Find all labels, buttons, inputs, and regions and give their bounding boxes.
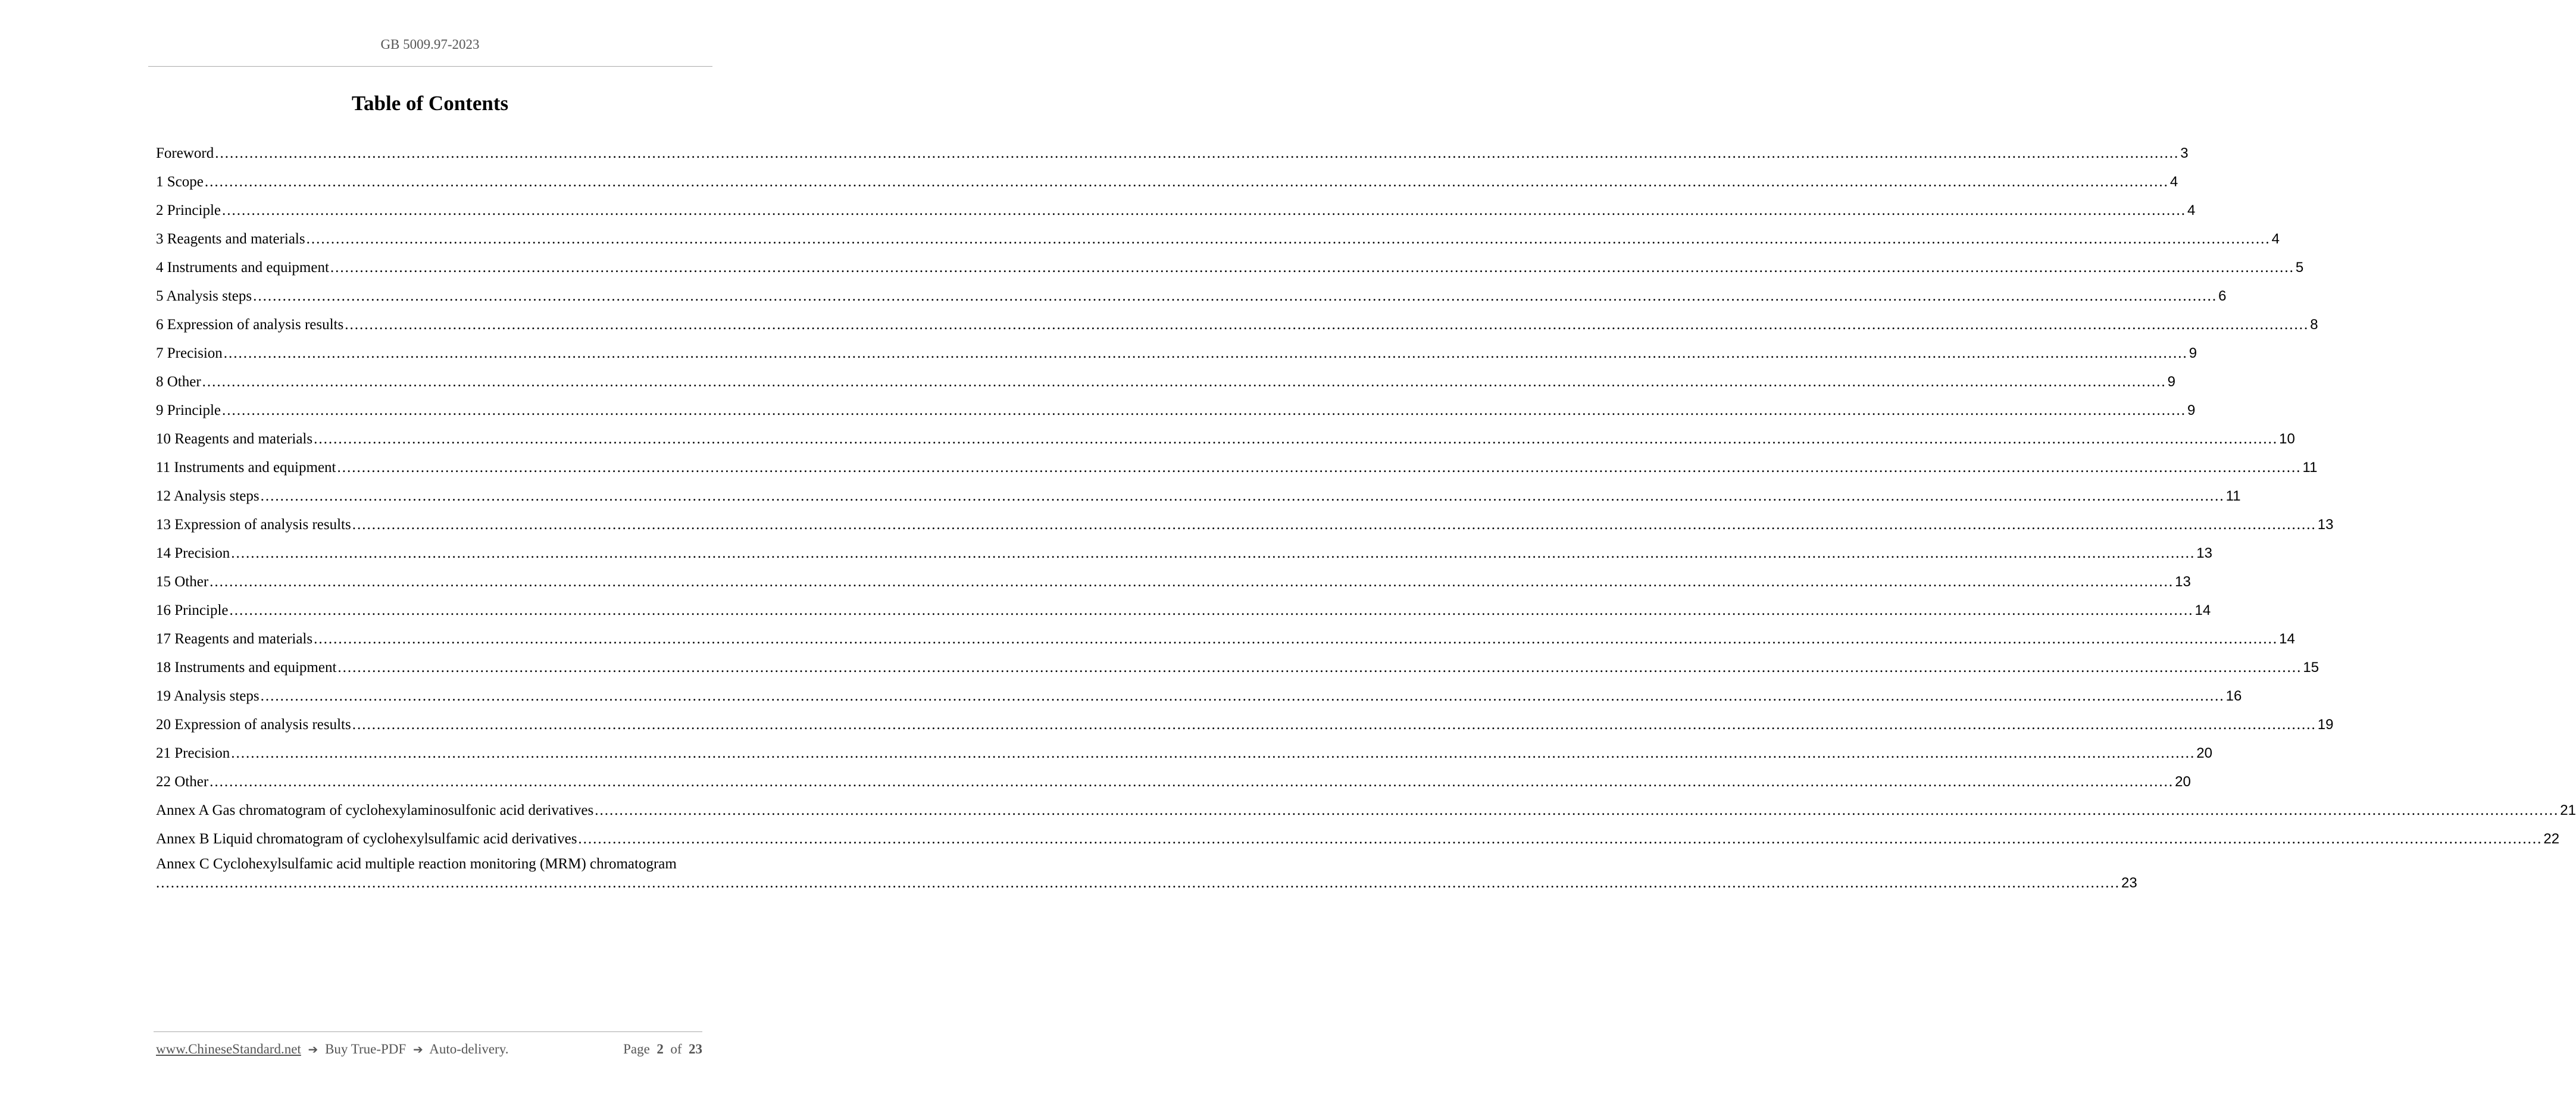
toc-entry[interactable]: [156, 248, 2304, 277]
arrow-right-icon: ➔: [412, 1042, 423, 1056]
toc-entry-label: Annex A Gas chromatogram of cyclohexylaminosulfonic acid derivatives: [156, 802, 594, 818]
toc-entry-page: 10: [2279, 431, 2295, 447]
toc-entry-label: 13 Expression of analysis results: [156, 517, 351, 533]
toc-entry[interactable]: [156, 420, 2295, 448]
toc-entry-label: 21 Precision: [156, 745, 230, 761]
toc-entry-page: 11: [2225, 488, 2241, 504]
toc-entry-label: 10 Reagents and materials: [156, 431, 313, 447]
toc-entry-label: 11 Instruments and equipment: [156, 459, 336, 476]
toc-entry[interactable]: [156, 762, 2191, 791]
toc-leader-dots: ................................................................................................................................................................................................................................................................................................................................................................................................................: [231, 545, 2196, 561]
toc-leader-dots: ................................................................................................................................................................................................................................................................................................................................................................................................................: [231, 745, 2196, 761]
buy-pdf-text: Buy True-PDF: [325, 1042, 407, 1056]
page-header: [0, 37, 860, 52]
toc-entry-label: Foreword: [156, 145, 214, 161]
toc-entry-label: 18 Instruments and equipment: [156, 659, 337, 676]
toc-leader-dots: ................................................................................................................................................................................................................................................................................................................................................................................................................: [202, 374, 2167, 390]
footer-promo: [156, 1042, 508, 1057]
toc-entry-label: 16 Principle: [156, 602, 229, 618]
toc-leader-dots: ................................................................................................................................................................................................................................................................................................................................................................................................................: [337, 659, 2302, 676]
toc-entry-label: 1 Scope: [156, 174, 204, 190]
toc-leader-dots: ................................................................................................................................................................................................................................................................................................................................................................................................................: [330, 260, 2294, 276]
toc-leader-dots: ................................................................................................................................................................................................................................................................................................................................................................................................................: [222, 402, 2187, 418]
page-of-label: of: [670, 1042, 682, 1056]
toc-leader-dots: ................................................................................................................................................................................................................................................................................................................................................................................................................: [337, 459, 2302, 476]
toc-entry[interactable]: [156, 855, 2137, 892]
toc-entry-page: 19: [2317, 717, 2334, 733]
toc-entry-page: 9: [2189, 345, 2197, 361]
toc-entry-label: Annex B Liquid chromatogram of cyclohexylsulfamic acid derivatives: [156, 831, 577, 847]
toc-entry[interactable]: [156, 677, 2242, 705]
toc-entry-label: 6 Expression of analysis results: [156, 317, 344, 333]
toc-entry-label: Annex C Cyclohexylsulfamic acid multiple reaction monitoring (MRM) chromatogram: [156, 856, 677, 872]
toc-leader-dots: ................................................................................................................................................................................................................................................................................................................................................................................................................: [595, 802, 2559, 818]
toc-leader-dots: ................................................................................................................................................................................................................................................................................................................................................................................................................: [223, 345, 2188, 361]
toc-entry-label: 14 Precision: [156, 545, 230, 561]
arrow-right-icon: ➔: [308, 1042, 318, 1056]
toc-leader-dots: ................................................................................................................................................................................................................................................................................................................................................................................................................: [578, 831, 2543, 847]
toc-entry-page: 4: [2187, 202, 2196, 218]
toc-entry[interactable]: [156, 220, 2280, 248]
toc-entry-label: 17 Reagents and materials: [156, 631, 313, 647]
toc-entry[interactable]: [156, 734, 2212, 762]
toc-leader-dots: ................................................................................................................................................................................................................................................................................................................................................................................................................: [215, 145, 2180, 161]
toc-entry[interactable]: [156, 448, 2318, 477]
toc-entry[interactable]: [156, 277, 2227, 305]
toc-entry[interactable]: [156, 705, 2334, 734]
toc-entry-page: 13: [2317, 517, 2334, 533]
toc-leader-dots: ................................................................................................................................................................................................................................................................................................................................................................................................................: [156, 875, 2120, 891]
toc-leader-dots: ................................................................................................................................................................................................................................................................................................................................................................................................................: [253, 288, 2218, 304]
toc-entry-page: 14: [2279, 631, 2295, 647]
toc-entry-page: 22: [2543, 831, 2560, 847]
toc-entry-label: 3 Reagents and materials: [156, 231, 305, 247]
toc-entry-page: 5: [2295, 260, 2304, 276]
website-link[interactable]: www.ChineseStandard.net: [156, 1042, 301, 1056]
total-pages: 23: [689, 1042, 702, 1056]
toc-entry-page: 13: [2175, 574, 2191, 590]
toc-entry[interactable]: [156, 562, 2191, 591]
toc-entry-label: 20 Expression of analysis results: [156, 717, 351, 733]
toc-leader-dots: ................................................................................................................................................................................................................................................................................................................................................................................................................: [352, 517, 2316, 533]
toc-entry-label: 22 Other: [156, 774, 209, 790]
toc-leader-dots: ................................................................................................................................................................................................................................................................................................................................................................................................................: [229, 602, 2194, 618]
toc-entry-label: 5 Analysis steps: [156, 288, 252, 304]
toc-entry-page: 13: [2196, 545, 2212, 561]
toc-entry[interactable]: [156, 648, 2319, 677]
toc-entry[interactable]: [156, 305, 2318, 334]
page-footer: [156, 1042, 702, 1057]
toc-entry-page: 8: [2310, 317, 2318, 333]
toc-leader-dots: ................................................................................................................................................................................................................................................................................................................................................................................................................: [306, 231, 2271, 247]
footer-divider: [154, 1031, 702, 1032]
page-title: Table of Contents: [351, 92, 509, 115]
toc-entry-label: 2 Principle: [156, 202, 221, 218]
toc-entry[interactable]: [156, 620, 2295, 648]
toc-leader-dots: ................................................................................................................................................................................................................................................................................................................................................................................................................: [352, 717, 2316, 733]
toc-entry[interactable]: [156, 162, 2178, 191]
current-page: 2: [656, 1042, 664, 1056]
page-label: Page: [623, 1042, 650, 1056]
toc-leader-dots: ................................................................................................................................................................................................................................................................................................................................................................................................................: [345, 317, 2309, 333]
toc-leader-dots: ................................................................................................................................................................................................................................................................................................................................................................................................................: [222, 202, 2187, 218]
toc-entry-label: 19 Analysis steps: [156, 688, 260, 704]
toc-entry-page: 14: [2194, 602, 2211, 618]
delivery-text: Auto-delivery.: [429, 1042, 509, 1056]
toc-entry[interactable]: [156, 791, 2576, 820]
toc-entry-page: 21: [2560, 802, 2576, 818]
toc-entry[interactable]: [156, 391, 2196, 420]
toc-entry-page: 23: [2121, 875, 2137, 891]
toc-leader-dots: ................................................................................................................................................................................................................................................................................................................................................................................................................: [204, 174, 2169, 190]
toc-entry-label: 7 Precision: [156, 345, 223, 361]
table-of-contents: [156, 134, 2576, 892]
header-divider: [148, 66, 712, 67]
toc-entry-label: 8 Other: [156, 374, 201, 390]
toc-entry-page: 4: [2169, 174, 2178, 190]
toc-entry-page: 3: [2180, 145, 2189, 161]
toc-entry-label: 12 Analysis steps: [156, 488, 260, 504]
toc-leader-dots: ................................................................................................................................................................................................................................................................................................................................................................................................................: [314, 631, 2278, 647]
toc-entry-page: 9: [2187, 402, 2196, 418]
toc-leader-dots: ................................................................................................................................................................................................................................................................................................................................................................................................................: [260, 688, 2225, 704]
toc-entry[interactable]: [156, 820, 2560, 848]
toc-entry[interactable]: [156, 477, 2241, 505]
toc-entry[interactable]: [156, 591, 2211, 620]
toc-entry-label: 4 Instruments and equipment: [156, 260, 329, 276]
toc-entry[interactable]: [156, 334, 2197, 362]
toc-entry-page: 20: [2175, 774, 2191, 790]
toc-entry-page: 20: [2196, 745, 2212, 761]
document-number: GB 5009.97-2023: [380, 37, 480, 52]
toc-entry[interactable]: [156, 362, 2176, 391]
toc-leader-dots: ................................................................................................................................................................................................................................................................................................................................................................................................................: [210, 574, 2174, 590]
toc-leader-dots: ................................................................................................................................................................................................................................................................................................................................................................................................................: [260, 488, 2225, 504]
toc-entry-page: 9: [2167, 374, 2176, 390]
toc-entry-label: 9 Principle: [156, 402, 221, 418]
toc-entry[interactable]: [156, 134, 2189, 162]
toc-entry-page: 6: [2218, 288, 2227, 304]
toc-entry-page: 15: [2303, 659, 2319, 676]
toc-entry-label: 15 Other: [156, 574, 209, 590]
toc-entry[interactable]: [156, 534, 2212, 562]
toc-leader-dots: ................................................................................................................................................................................................................................................................................................................................................................................................................: [210, 774, 2174, 790]
toc-leader-dots: ................................................................................................................................................................................................................................................................................................................................................................................................................: [314, 431, 2278, 447]
toc-entry-page: 4: [2271, 231, 2280, 247]
page-indicator: [623, 1042, 702, 1057]
toc-entry-page: 16: [2225, 688, 2242, 704]
toc-entry-page: 11: [2302, 459, 2318, 476]
toc-entry[interactable]: [156, 505, 2334, 534]
toc-entry[interactable]: [156, 191, 2196, 220]
